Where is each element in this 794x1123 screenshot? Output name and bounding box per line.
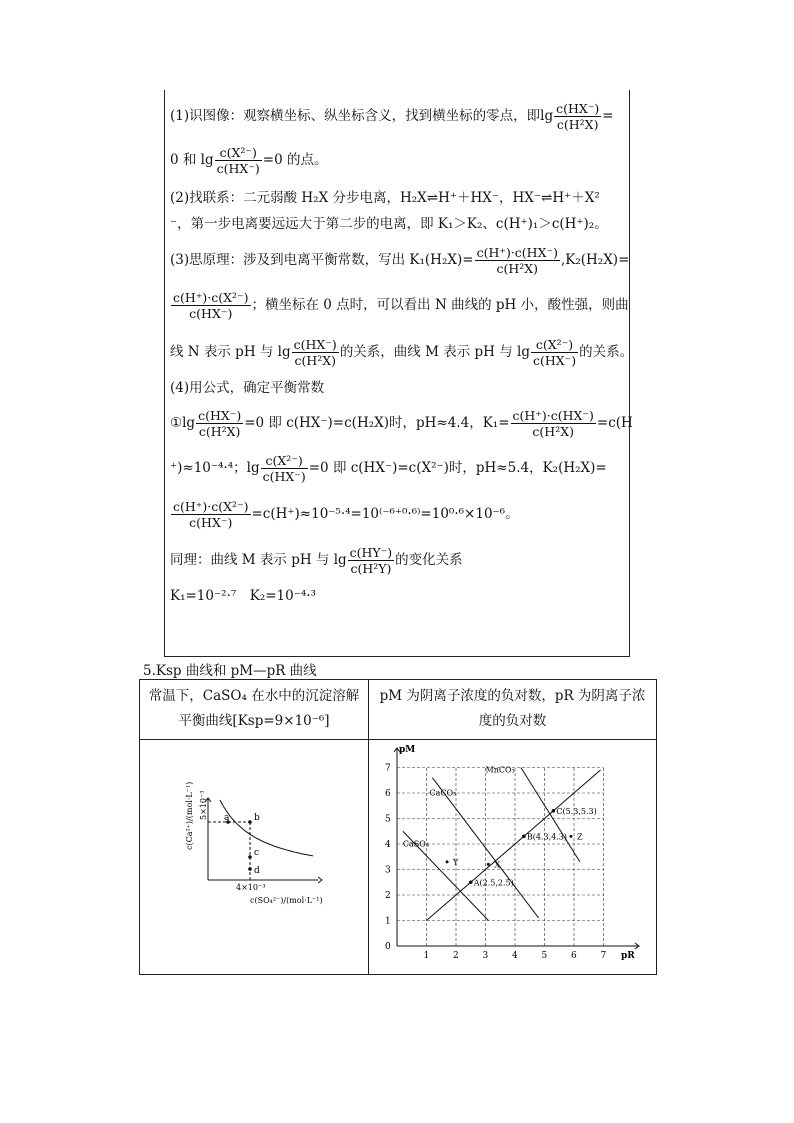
series-label: CaSO₄ bbox=[402, 839, 430, 849]
step4-line-c: $\frac{\text{c(H⁺)·c(X²⁻)}}{c(HX^-)}$ =c(H⁺)≈10⁻⁵·⁴=10⁽⁻⁶⁺⁰·⁶⁾=10⁰·⁶×10⁻⁶。 bbox=[173, 499, 519, 530]
point-label: X bbox=[494, 860, 501, 870]
section-title: 5.Ksp 曲线和 pM—pR 曲线 bbox=[143, 663, 317, 679]
left-header-line2: 平衡曲线[Ksp=9×10⁻⁶] bbox=[178, 713, 330, 729]
point-d bbox=[248, 867, 252, 871]
fraction: $\frac{c(H^+)\cdot c(HX^-)}{\text{c(H²X)}}$ bbox=[476, 245, 558, 276]
point-label: d bbox=[254, 866, 260, 876]
x-tick-label: 1 bbox=[423, 951, 430, 961]
pm-pr-chart bbox=[369, 740, 656, 970]
fraction: $\frac{c(HY^-)}{\text{c(H²Y)}}$ bbox=[349, 545, 393, 576]
step4-title: (4)用公式，确定平衡常数 bbox=[170, 380, 325, 396]
y-axis-label: pM bbox=[399, 745, 416, 755]
y-tick-label: 5×10⁻³ bbox=[199, 790, 208, 820]
step1-line2: 0 和 lg $\frac{\text{c(X²⁻)}}{c(HX^-)}$ =0 的点。 bbox=[170, 145, 328, 176]
y-tick-label: 4 bbox=[385, 840, 391, 850]
right-header-line2: 度的负对数 bbox=[478, 713, 547, 729]
x-tick-label: 3 bbox=[482, 951, 489, 961]
step3-line2: $\frac{\text{c(H⁺)·c(X²⁻)}}{c(HX^-)}$ ；横坐标在 0 点时，可以看出 N 曲线的 pH 小，酸性强，则曲 bbox=[173, 290, 629, 321]
x-tick-label: 6 bbox=[571, 951, 577, 961]
step3-line3: 线 N 表示 pH 与 lg $\frac{c(HX^-)}{\text{c(H²X)}}$ 的关系，曲线 M 表示 pH 与 lg $\frac{\text{c(X²⁻)}}{c(HX^-)}$ 的关系。 bbox=[170, 337, 634, 368]
point-b bbox=[248, 820, 252, 824]
data-point bbox=[522, 835, 526, 839]
left-header-line1: 常温下，CaSO₄ 在水中的沉淀溶解 bbox=[148, 688, 360, 704]
step1-line1: (1)识图像：观察横坐标、纵坐标含义，找到横坐标的零点，即lg $\frac{c(HX^-)}{\text{c(H²X)}}$ = bbox=[170, 101, 614, 132]
x-axis-label: c(SO₄²⁻)/(mol·L⁻¹) bbox=[250, 896, 323, 905]
fraction: $\frac{\text{c(H⁺)·c(X²⁻)}}{c(HX^-)}$ bbox=[173, 499, 249, 530]
point-label: b bbox=[254, 813, 260, 823]
y-axis-label: c(Ca²⁺)/(mol·L⁻¹) bbox=[185, 781, 194, 850]
step4-constants: K₁=10⁻²·⁷ K₂=10⁻⁴·³ bbox=[170, 588, 316, 604]
fraction: $\frac{c(HX^-)}{\text{c(H²X)}}$ bbox=[293, 337, 337, 368]
ksp-curve bbox=[220, 800, 313, 856]
point-label: c bbox=[254, 848, 260, 858]
fraction: $\frac{c(HX^-)}{\text{c(H²X)}}$ bbox=[198, 408, 242, 439]
x-tick-label: 2 bbox=[453, 951, 459, 961]
ksp-chart bbox=[140, 740, 368, 970]
point-label: Y bbox=[453, 857, 459, 867]
step3-line1: (3)思原理：涉及到电离平衡常数，写出 K₁(H₂X)= $\frac{c(H^+)\cdot c(HX^-)}{\text{c(H²X)}}$ ,K₂(H₂X)= bbox=[170, 245, 630, 276]
step1-text: (1)识图像：观察横坐标、纵坐标含义，找到横坐标的零点，即lg bbox=[170, 108, 554, 124]
x-tick-label: 7 bbox=[600, 951, 607, 961]
data-point bbox=[446, 860, 449, 863]
point-label: B(4.3,4.3) bbox=[526, 832, 567, 842]
right-header-line1: pM 为阴离子浓度的负对数，pR 为阴离子浓 bbox=[379, 688, 646, 704]
series-label: MnCO₃ bbox=[485, 765, 515, 775]
step4-line-same: 同理：曲线 M 表示 pH 与 lg $\frac{c(HY^-)}{\text{c(H²Y)}}$ 的变化关系 bbox=[170, 545, 463, 576]
data-point bbox=[552, 809, 556, 813]
y-tick-label: 7 bbox=[385, 763, 391, 774]
left-header-cell bbox=[140, 680, 369, 740]
step4-line-b: ⁺)≈10⁻⁴·⁴；lg $\frac{\text{c(X²⁻)}}{c(HX^-)}$ =0 即 c(HX⁻)=c(X²⁻)时，pH≈5.4，K₂(H₂X)= bbox=[170, 453, 607, 484]
data-point bbox=[487, 863, 490, 866]
y-tick-label: 2 bbox=[385, 891, 391, 901]
x-tick-label: 5 bbox=[541, 951, 548, 961]
point-label: a bbox=[224, 813, 230, 823]
series-label: CaCO₃ bbox=[429, 788, 457, 798]
fraction: $\frac{c(HX^-)}{\text{c(H²X)}}$ bbox=[556, 101, 600, 132]
point-label: Z bbox=[576, 832, 583, 842]
x-axis-label: pR bbox=[621, 951, 635, 961]
step2-line1: (2)找联系：二元弱酸 H₂X 分步电离，H₂X⇌H⁺＋HX⁻，HX⁻⇌H⁺＋X² bbox=[170, 190, 600, 206]
x-tick-label: 4×10⁻³ bbox=[236, 883, 266, 892]
y-tick-label: 3 bbox=[385, 865, 391, 876]
fraction: $\frac{\text{c(H⁺)·c(X²⁻)}}{c(HX^-)}$ bbox=[173, 290, 249, 321]
y-tick-label: 1 bbox=[385, 916, 391, 927]
x-axis-arrow bbox=[318, 877, 322, 883]
fraction: $\frac{\text{c(X²⁻)}}{c(HX^-)}$ bbox=[216, 145, 260, 176]
fraction: $\frac{c(H^+)\cdot c(HX^-)}{\text{c(H²X)}}$ bbox=[512, 408, 594, 439]
point-c bbox=[248, 855, 252, 859]
y-tick-label: 5 bbox=[385, 814, 391, 825]
data-point bbox=[469, 880, 473, 884]
data-point bbox=[569, 835, 572, 838]
y-tick-label: 0 bbox=[385, 942, 391, 952]
x-tick-label: 4 bbox=[512, 951, 518, 961]
point-label: C(5.3,5.3) bbox=[556, 806, 597, 816]
step4-line-a: ①lg $\frac{c(HX^-)}{\text{c(H²X)}}$ =0 即 c(HX⁻)=c(H₂X)时，pH≈4.4，K₁= $\frac{c(H^+)\cdot c(HX^-)}{\text{c(H²X)}}$ =c(H bbox=[170, 408, 633, 439]
pm-pr-chart-cell bbox=[369, 740, 657, 975]
step2-line2: ⁻，第一步电离要远远大于第二步的电离，即 K₁＞K₂、c(H⁺)₁＞c(H⁺)₂。 bbox=[170, 216, 608, 232]
fraction: $\frac{\text{c(X²⁻)}}{c(HX^-)}$ bbox=[262, 453, 306, 484]
right-header-cell bbox=[369, 680, 657, 740]
comparison-table bbox=[139, 679, 657, 975]
fraction: $\frac{\text{c(X²⁻)}}{c(HX^-)}$ bbox=[532, 337, 577, 368]
point-label: A(2.5,2.5) bbox=[473, 878, 514, 888]
ksp-chart-cell bbox=[140, 740, 369, 975]
y-tick-label: 6 bbox=[385, 789, 391, 799]
